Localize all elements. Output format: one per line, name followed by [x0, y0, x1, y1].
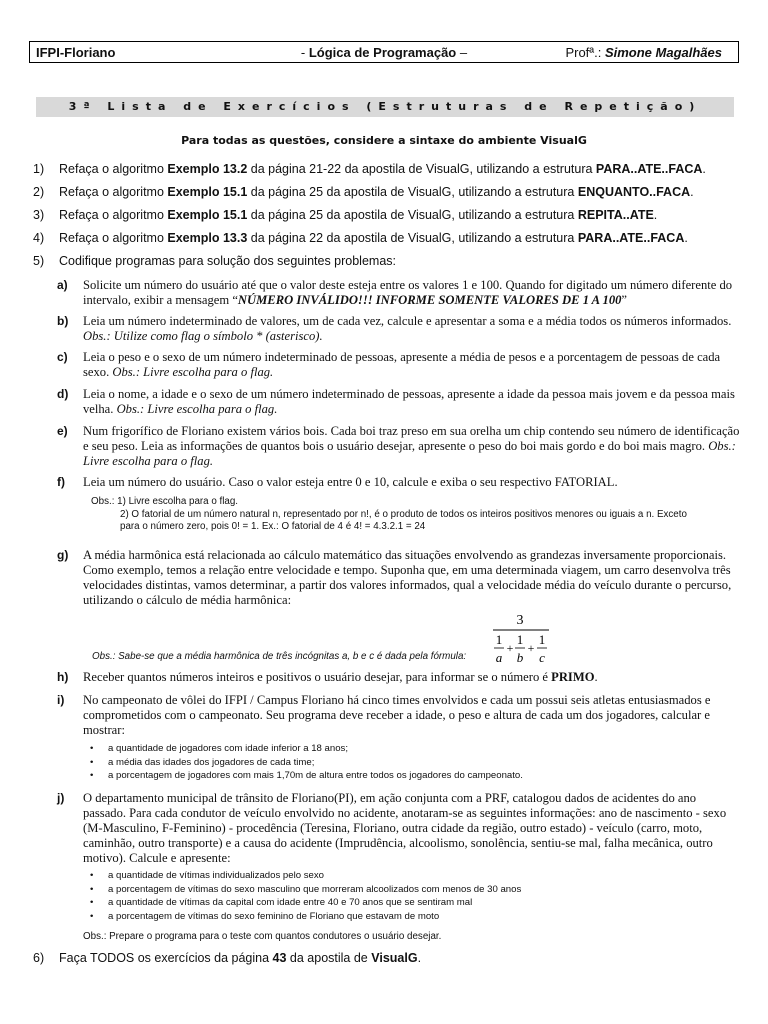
- item-b: b) Leia um número indeterminado de valores, um de cada vez, calcule e apresentar a soma e a média todos os números informados. Obs.: Utilize como flag o símbolo * (asterisco).: [57, 314, 732, 343]
- professor-name: Profª.: Simone Magalhães: [565, 44, 722, 60]
- formula-a: a: [495, 650, 503, 665]
- item-d: d) Leia o nome, a idade e o sexo de um número indeterminado de pessoas, apresente a idade da pessoa mais jovem e da pessoa mais velha. Obs.: Livre escolha para o flag.: [57, 387, 735, 416]
- item-j: j) O departamento municipal de trânsito de Floriano(PI), em ação conjunta com a PRF, catalogou dados de acidentes do ano passado. Para cada condutor de veículo envolvido no acidente, anotaram-se as seguintes informações: ano de nascimento - sexo (M-Masculino, F-Feminino) - procedência (Teresina, Floriano, outra cidade da região, outro estado) - veículo (carro, moto, caminhão, outro transporte) e a causa do acidente (Imprudência, alcoolismo, sonolência, sentiu-se mal, falha mecânica, outro motivo). Calcule e apresente:: [57, 791, 727, 865]
- list-item: • a quantidade de vítimas da capital com idade entre 40 e 70 anos que se sentiram mal: [90, 897, 473, 908]
- question-3: 3) Refaça o algoritmo Exemplo 15.1 da página 25 da apostila de VisualG, utilizando a estrutura REPITA..ATE.: [33, 208, 658, 222]
- formula-one-c: 1: [538, 632, 546, 647]
- list-item: • a porcentagem de vítimas do sexo masculino que morreram alcoolizados com menos de 30 anos: [90, 883, 522, 895]
- course-title: - Lógica de Programação –: [300, 44, 468, 60]
- item-g: g) A média harmônica está relacionada ao cálculo matemático das situações envolvendo as grandezas inversamente proporcionais. Como exemplo, temos a relação entre velocidade e tempo. Suponha que, em uma determinada viagem, um carro desenvolva três velocidades distintas, vamos determinar, a partir dos valores informados, qual a velocidade média do veículo durante o percurso, utilizando o cálculo de média harmônica:: [57, 548, 732, 607]
- question-1: 1) Refaça o algoritmo Exemplo 13.2 da página 21-22 da apostila de VisualG, utilizando a estrutura PARA..ATE..FACA.: [33, 162, 706, 176]
- list-item: • a porcentagem de vítimas do sexo feminino de Floriano que estavam de moto: [90, 910, 440, 922]
- item-i: i) No campeonato de vôlei do IFPI / Campus Floriano há cinco times envolvidos e cada um possui seis atletas entusiasmados e comprometidos com o campeonato. Seu programa deve receber a idade, o peso e altura de cada um dos jogadores, calcular e mostrar:: [57, 693, 711, 737]
- item-f-obs2: 2) O fatorial de um número natural n, representado por n!, é o produto de todos os inteiros positivos menores ou iguais a n. Exceto: [120, 509, 687, 520]
- institution-name: IFPI-Floriano: [36, 44, 116, 60]
- item-f: f) Leia um número do usuário. Caso o valor esteja entre 0 e 10, calcule e exiba o seu respectivo FATORIAL.: [57, 475, 618, 489]
- formula-plus-1: +: [506, 641, 514, 655]
- formula-numerator: 3: [516, 613, 524, 628]
- question-6: 6) Faça TODOS os exercícios da página 43 da apostila de VisualG.: [33, 951, 422, 965]
- item-e: e) Num frigorífico de Floriano existem vários bois. Cada boi traz preso em sua orelha um chip contendo seu número de identificação e seu peso. Leia as informações de quantos bois o usuário desejar, apresente o peso do boi mais gordo e do boi mais magro. Obs.: Livre escolha para o flag.: [57, 424, 740, 468]
- list-item: • a quantidade de jogadores com idade inferior a 18 anos;: [90, 743, 349, 754]
- item-c: c) Leia o peso e o sexo de um número indeterminado de pessoas, apresente a média de pesos e a porcentagem de pessoas de cada sexo. Obs.: Livre escolha para o flag.: [57, 350, 721, 379]
- question-4: 4) Refaça o algoritmo Exemplo 13.3 da página 22 da apostila de VisualG, utilizando a estrutura PARA..ATE..FACA.: [33, 231, 688, 245]
- formula-c: c: [539, 650, 545, 665]
- list-title: 3ª Lista de Exercícios (Estruturas de Repetição): [36, 97, 734, 117]
- question-2: 2) Refaça o algoritmo Exemplo 15.1 da página 25 da apostila de VisualG, utilizando a estrutura ENQUANTO..FACA.: [33, 185, 694, 199]
- question-5: 5) Codifique programas para solução dos seguintes problemas:: [33, 254, 396, 268]
- formula-b: b: [516, 650, 524, 665]
- item-g-obs: Obs.: Sabe-se que a média harmônica de três incógnitas a, b e c é dada pela fórmula:: [92, 651, 467, 662]
- item-i-bullets: [90, 742, 523, 783]
- list-item: • a média das idades dos jogadores de cada time;: [90, 756, 315, 768]
- item-j-bullets: [90, 869, 521, 923]
- harmonic-mean-formula: [491, 612, 551, 666]
- list-item: • a porcentagem de jogadores com mais 1,70m de altura entre todos os jogadores do campeonato.: [90, 770, 523, 781]
- subtitle: Para todas as questões, considere a sintaxe do ambiente VisualG: [181, 134, 587, 147]
- formula-one-a: 1: [495, 632, 503, 647]
- item-j-obs: Obs.: Prepare o programa para o teste com quantos condutores o usuário desejar.: [83, 931, 442, 942]
- item-f-obs3: para o número zero, pois 0! = 1. Ex.: O fatorial de 4 é 4! = 4.3.2.1 = 24: [120, 521, 426, 532]
- document-header: [29, 41, 739, 63]
- item-f-obs1: Obs.: 1) Livre escolha para o flag.: [91, 496, 239, 507]
- item-a: a) Solicite um número do usuário até que o valor deste esteja entre os valores 1 e 100. Quando for digitado um número diferente do intervalo, exibir a mensagem “NÚMERO INVÁLIDO!!! INFORME SOMENTE VALORES DE 1 A 100”: [57, 278, 733, 307]
- formula-plus-2: +: [527, 641, 535, 655]
- item-h: h) Receber quantos números inteiros e positivos o usuário desejar, para informar se o número é PRIMO.: [57, 670, 598, 684]
- list-item: • a quantidade de vítimas individualizados pelo sexo: [90, 870, 324, 881]
- formula-one-b: 1: [516, 632, 524, 647]
